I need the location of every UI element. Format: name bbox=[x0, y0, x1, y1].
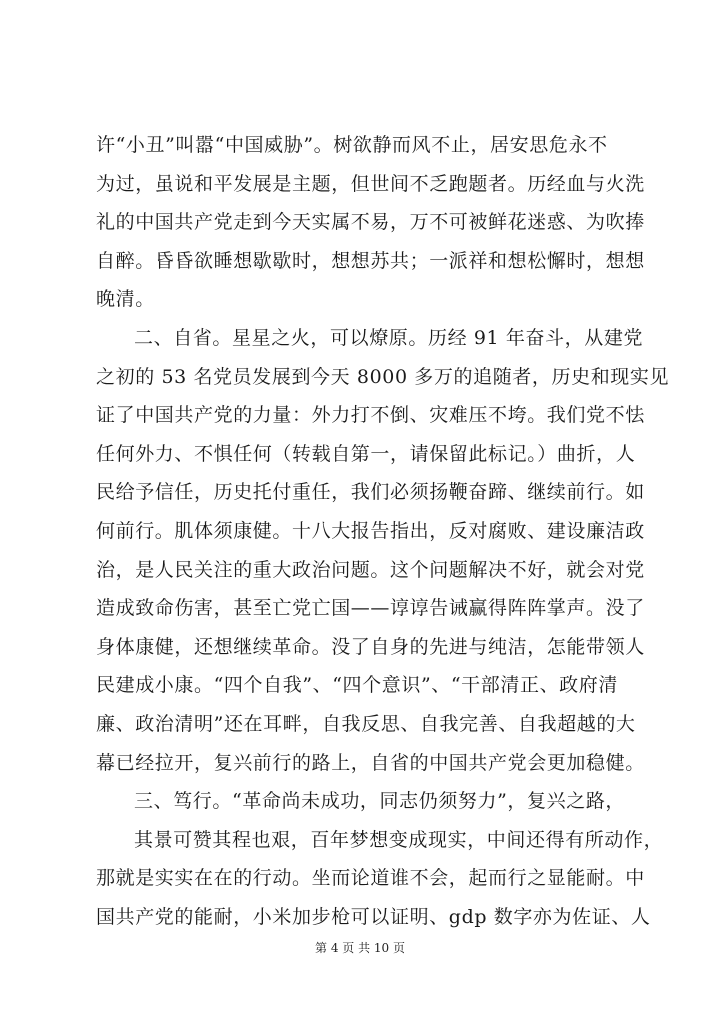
text-line: 为过，虽说和平发展是主题，但世间不乏跑题者。历经血与火洗 bbox=[96, 172, 645, 195]
text-line: 民建成小康。“四个自我”、“四个意识”、“干部清正、政府清 bbox=[96, 674, 618, 697]
text-line: 其景可赞其程也艰，百年梦想变成现实，中间还得有所动作， bbox=[134, 828, 664, 851]
text-line: 民给予信任，历史托付重任，我们必须扬鞭奋蹄、继续前行。如 bbox=[96, 481, 645, 504]
text-line: 礼的中国共产党走到今天实属不易，万不可被鲜花迷惑、为吹捧 bbox=[96, 211, 645, 234]
text-line: 那就是实实在在的行动。坐而论道谁不会，起而行之显能耐。中 bbox=[96, 867, 645, 890]
text-line: 晚清。 bbox=[96, 288, 155, 311]
page-number-label: 第 4 页 共 10 页 bbox=[315, 941, 405, 955]
section-two-heading-line: 二、自省。星星之火，可以燎原。历经 91 年奋斗，从建党 bbox=[134, 326, 644, 349]
text-line: 证了中国共产党的力量：外力打不倒、灾难压不垮。我们党不怯 bbox=[96, 404, 645, 427]
text-line: 造成致命伤害，甚至亡党亡国——谆谆告诫赢得阵阵掌声。没了 bbox=[96, 597, 645, 620]
text-line: 任何外力、不惧任何（转载自第一，请保留此标记。）曲折，人 bbox=[96, 442, 636, 465]
page-footer bbox=[0, 939, 720, 956]
body-text bbox=[96, 126, 706, 936]
text-line: 幕已经拉开，复兴前行的路上，自省的中国共产党会更加稳健。 bbox=[96, 751, 645, 774]
text-line: 自醉。昏昏欲睡想歇歇时，想想苏共；一派祥和想松懈时，想想 bbox=[96, 249, 645, 272]
text-line: 廉、政治清明”还在耳畔，自我反思、自我完善、自我超越的大 bbox=[96, 712, 636, 735]
text-line: 之初的 53 名党员发展到今天 8000 多万的追随者，历史和现实见 bbox=[96, 365, 670, 388]
section-three-heading-line: 三、笃行。“革命尚未成功，同志仍须努力”，复兴之路， bbox=[134, 790, 626, 813]
text-line: 国共产党的能耐，小米加步枪可以证明、gdp 数字亦为佐证、人 bbox=[96, 905, 651, 928]
text-line: 治，是人民关注的重大政治问题。这个问题解决不好，就会对党 bbox=[96, 558, 645, 581]
text-line: 身体康健，还想继续革命。没了自身的先进与纯洁，怎能带领人 bbox=[96, 635, 645, 658]
text-line: 许“小丑”叫嚣“中国威胁”。树欲静而风不止，居安思危永不 bbox=[96, 134, 608, 156]
text-line: 何前行。肌体须康健。十八大报告指出，反对腐败、建设廉洁政 bbox=[96, 519, 645, 542]
